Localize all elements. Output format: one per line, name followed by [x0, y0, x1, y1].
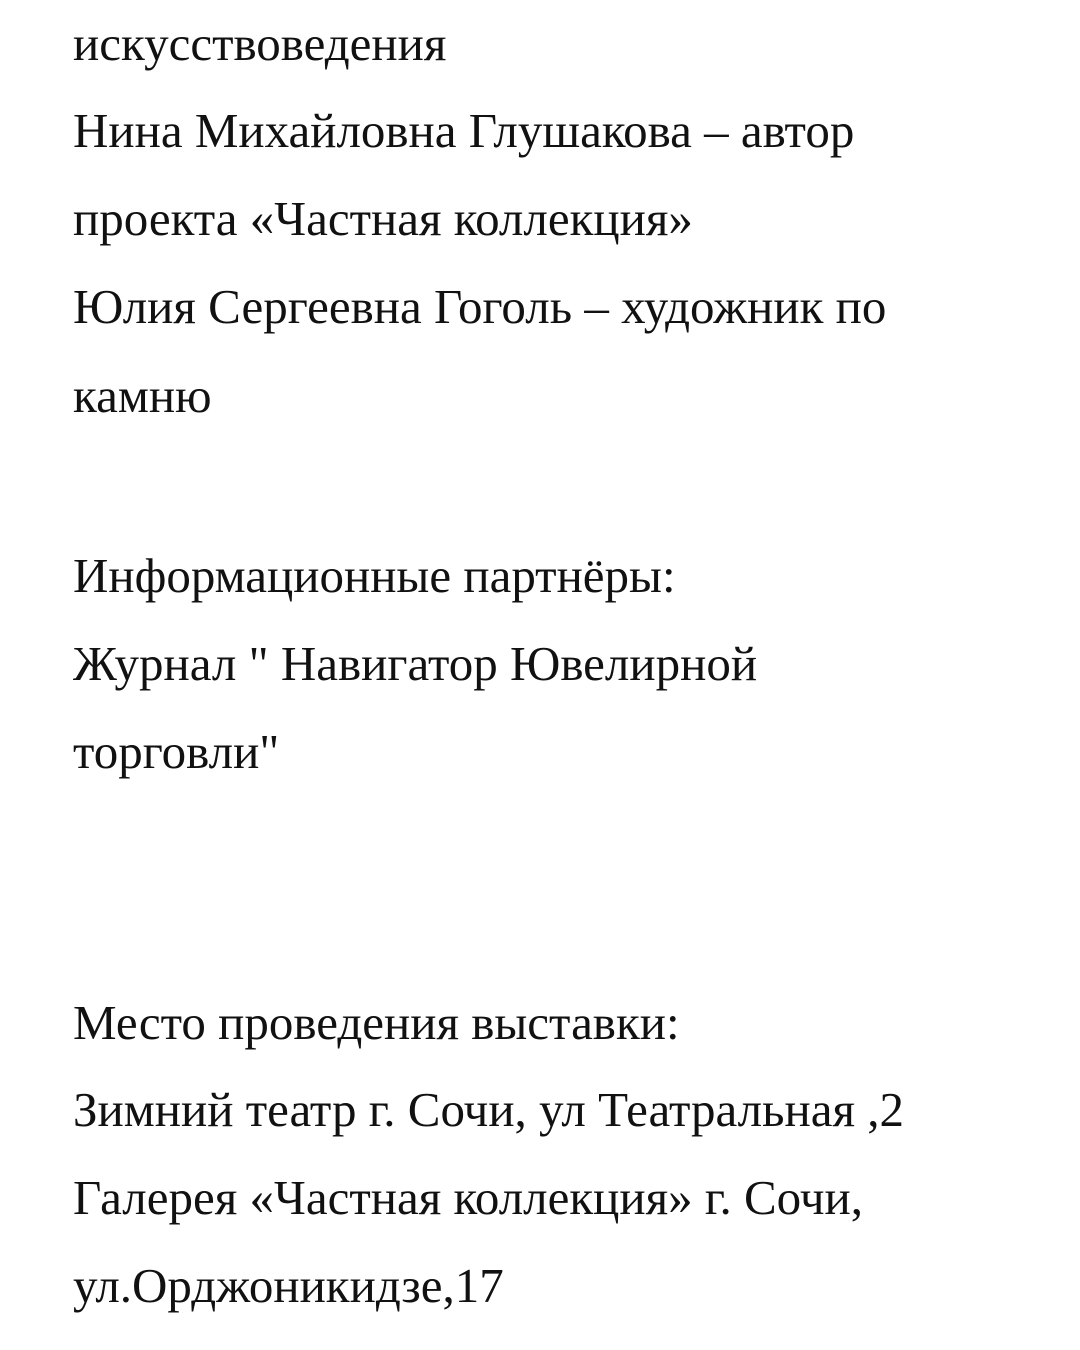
text-line: Нина Михайловна Глушакова – автор [73, 103, 855, 158]
text-line: Юлия Сергеевна Гоголь – художник по [73, 279, 887, 334]
text-line: проекта «Частная коллекция» [73, 191, 693, 246]
text-line: Галерея «Частная коллекция» г. Сочи, [73, 1170, 864, 1225]
section-heading: Информационные партнёры: [73, 548, 676, 603]
text-line: искусствоведения [73, 16, 447, 71]
text-line: торговли" [73, 724, 280, 779]
section-heading: Место проведения выставки: [73, 995, 680, 1050]
text-line: Журнал " Навигатор Ювелирной [73, 636, 758, 691]
text-line: ул.Орджоникидзе,17 [73, 1258, 504, 1313]
text-line: Зимний театр г. Сочи, ул Театральная ,2 [73, 1082, 904, 1137]
text-line: камню [73, 368, 212, 423]
